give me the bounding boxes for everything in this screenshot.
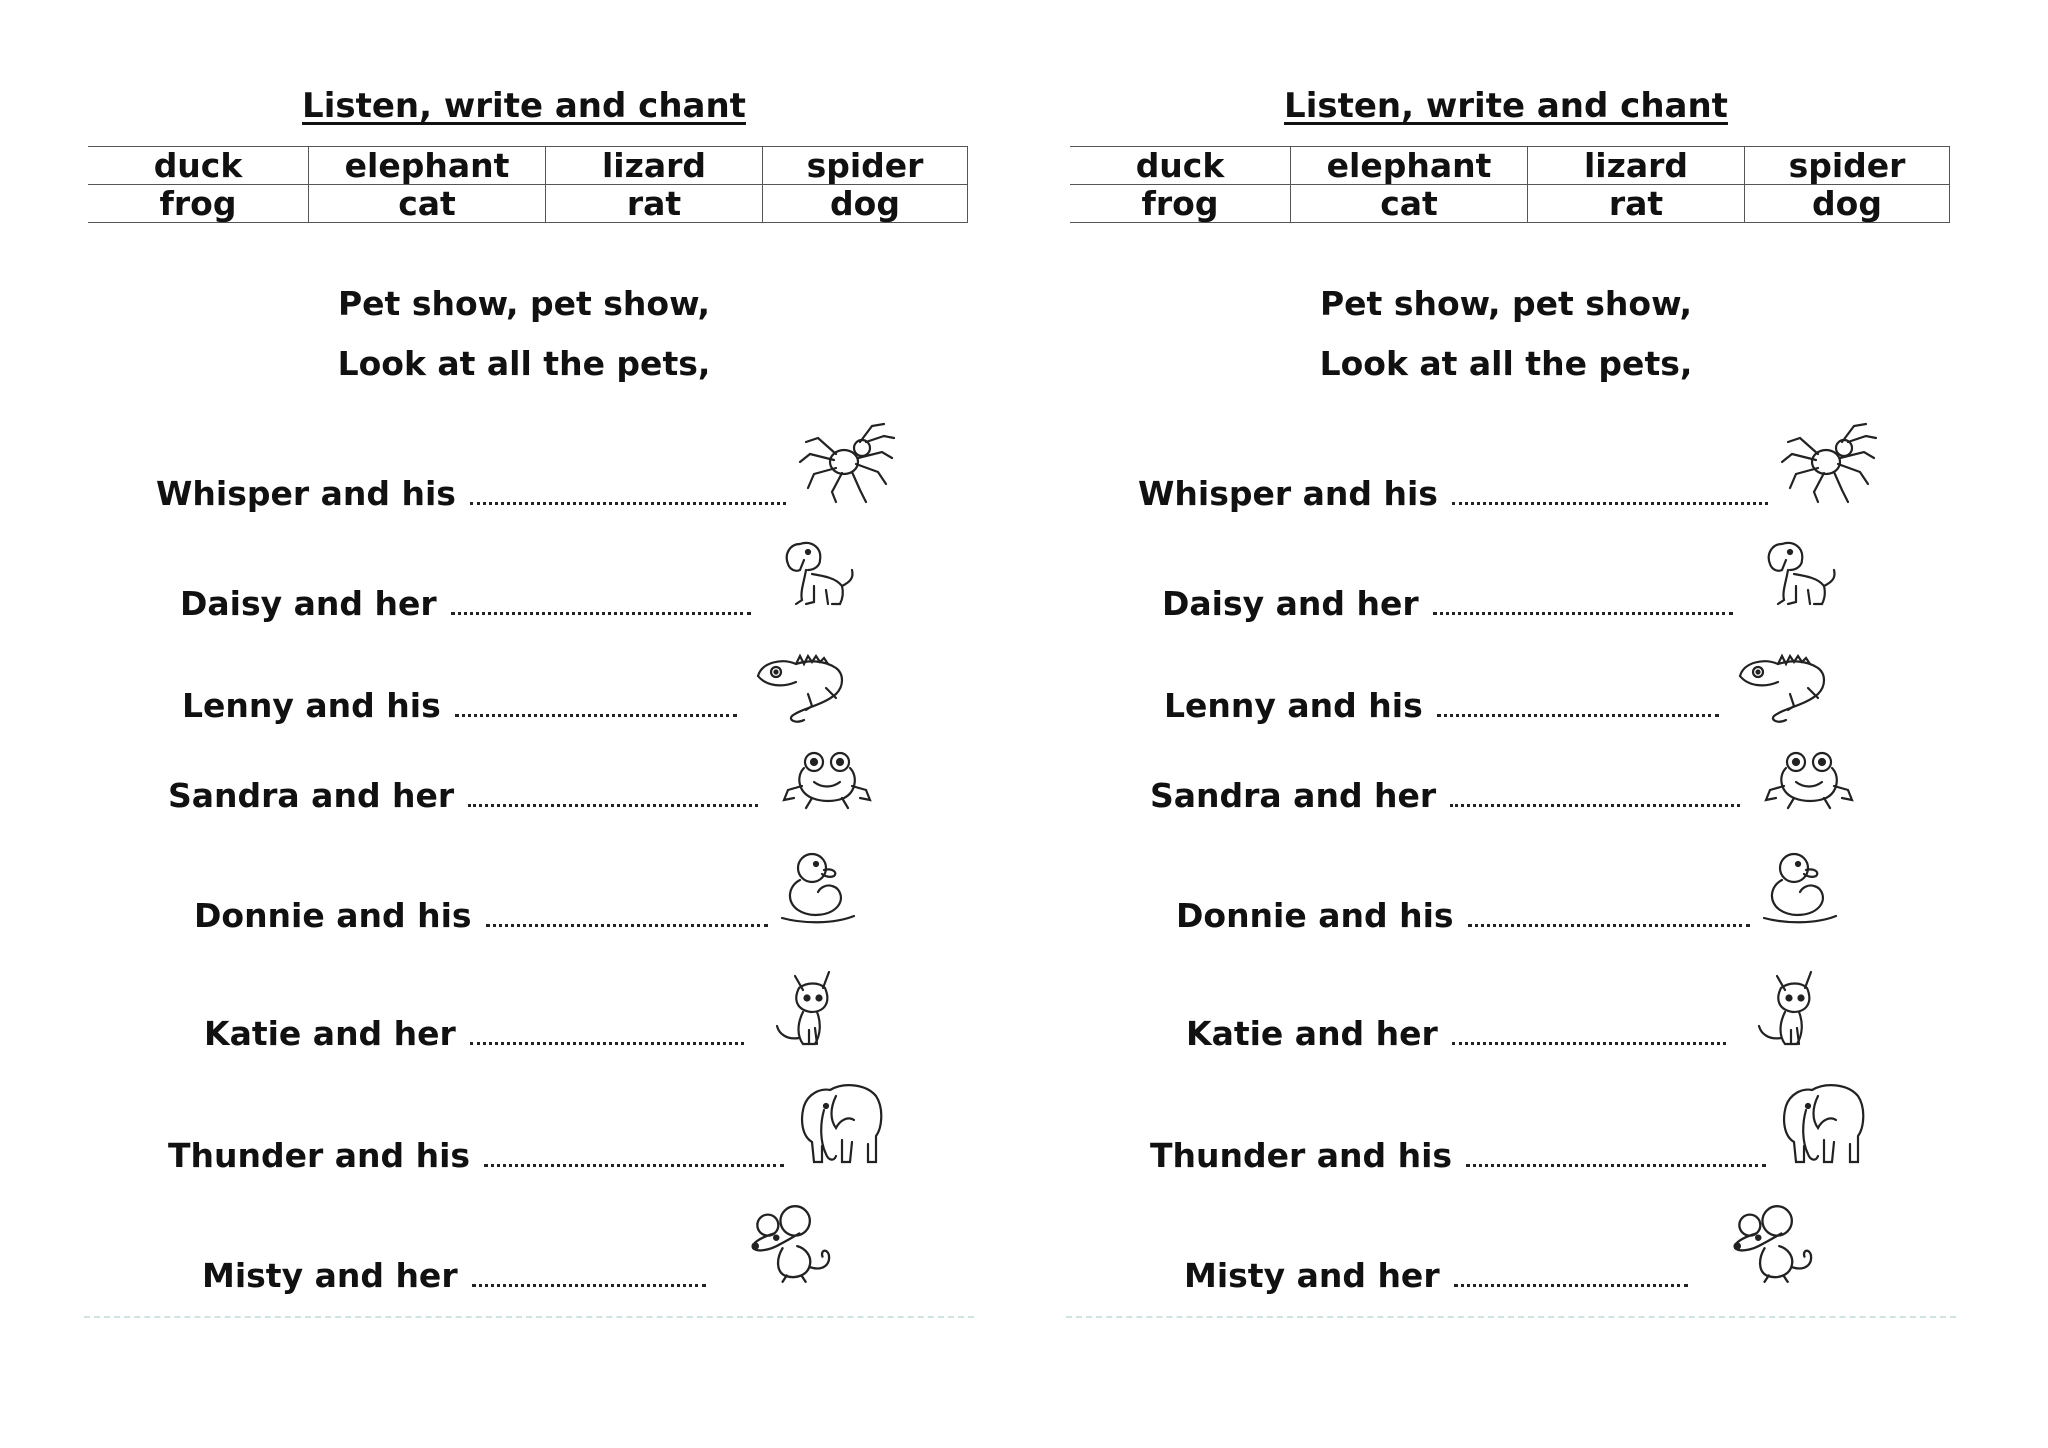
word-bank-table <box>1070 146 1950 223</box>
sentence-text: Lenny and his <box>1164 686 1423 725</box>
sentence-text: Lenny and his <box>182 686 441 725</box>
sentence-text: Katie and her <box>204 1014 456 1053</box>
sentence-text: Daisy and her <box>1162 584 1419 623</box>
answer-blank[interactable] <box>451 606 751 615</box>
word-cell: rat <box>1528 185 1745 223</box>
sentence-line <box>1162 584 1733 623</box>
sentence-line <box>1164 686 1719 725</box>
duck-icon <box>774 846 864 930</box>
word-bank-row <box>88 147 968 185</box>
cat-icon <box>1746 968 1826 1052</box>
word-cell: cat <box>309 185 546 223</box>
worksheet-left <box>84 0 984 1340</box>
answer-blank[interactable] <box>1452 1036 1726 1045</box>
rat-icon <box>1726 1202 1822 1286</box>
word-bank-row <box>1070 185 1950 223</box>
dog-icon <box>1752 530 1852 610</box>
worksheet-right <box>1066 0 1966 1340</box>
sentence-line <box>1186 1014 1726 1053</box>
answer-blank[interactable] <box>1454 1278 1688 1287</box>
cut-line <box>1066 1316 1956 1318</box>
word-cell: duck <box>1070 147 1291 185</box>
answer-blank[interactable] <box>1437 708 1719 717</box>
chant-line: Pet show, pet show, <box>337 284 711 323</box>
word-cell: duck <box>88 147 309 185</box>
spider-icon <box>796 418 896 508</box>
sentence-line <box>1150 776 1740 815</box>
word-cell: frog <box>1070 185 1291 223</box>
worksheet-title: Listen, write and chant <box>302 86 746 126</box>
word-cell: dog <box>763 185 968 223</box>
sentence-line <box>156 474 786 513</box>
sentence-text: Donnie and his <box>194 896 472 935</box>
answer-blank[interactable] <box>1450 798 1740 807</box>
rat-icon <box>744 1202 840 1286</box>
chant-line: Look at all the pets, <box>337 344 711 383</box>
sentence-text: Whisper and his <box>1138 474 1438 513</box>
sentence-line <box>204 1014 744 1053</box>
spider-icon <box>1778 418 1878 508</box>
frog-icon <box>782 746 878 816</box>
dog-icon <box>770 530 870 610</box>
frog-icon <box>1764 746 1860 816</box>
word-cell: spider <box>763 147 968 185</box>
answer-blank[interactable] <box>1452 496 1768 505</box>
word-cell: rat <box>546 185 763 223</box>
sentence-line <box>182 686 737 725</box>
answer-blank[interactable] <box>1466 1158 1766 1167</box>
sentence-line <box>168 1136 784 1175</box>
elephant-icon <box>790 1080 886 1170</box>
sentence-line <box>202 1256 706 1295</box>
lizard-icon <box>1734 646 1834 726</box>
sentence-text: Thunder and his <box>1150 1136 1453 1175</box>
sentence-line <box>1176 896 1750 935</box>
answer-blank[interactable] <box>468 798 758 807</box>
sentence-text: Sandra and her <box>168 776 455 815</box>
sentence-line <box>180 584 751 623</box>
word-cell: spider <box>1745 147 1950 185</box>
sentence-text: Sandra and her <box>1150 776 1437 815</box>
word-cell: elephant <box>309 147 546 185</box>
sentence-line <box>1184 1256 1688 1295</box>
cut-line <box>84 1316 974 1318</box>
answer-blank[interactable] <box>472 1278 706 1287</box>
word-bank-table <box>88 146 968 223</box>
word-cell: frog <box>88 185 309 223</box>
word-cell: elephant <box>1291 147 1528 185</box>
cat-icon <box>764 968 844 1052</box>
sentence-text: Donnie and his <box>1176 896 1454 935</box>
word-cell: lizard <box>1528 147 1745 185</box>
sentence-line <box>168 776 758 815</box>
duck-icon <box>1756 846 1846 930</box>
word-cell: lizard <box>546 147 763 185</box>
sentence-text: Katie and her <box>1186 1014 1438 1053</box>
word-bank-row <box>88 185 968 223</box>
lizard-icon <box>752 646 852 726</box>
sentence-text: Whisper and his <box>156 474 456 513</box>
word-cell: dog <box>1745 185 1950 223</box>
sentence-text: Thunder and his <box>168 1136 471 1175</box>
answer-blank[interactable] <box>1433 606 1733 615</box>
sentence-line <box>1150 1136 1766 1175</box>
answer-blank[interactable] <box>484 1158 784 1167</box>
word-cell: cat <box>1291 185 1528 223</box>
elephant-icon <box>1772 1080 1868 1170</box>
word-bank-row <box>1070 147 1950 185</box>
answer-blank[interactable] <box>470 1036 744 1045</box>
answer-blank[interactable] <box>486 918 768 927</box>
sentence-line <box>1138 474 1768 513</box>
answer-blank[interactable] <box>470 496 786 505</box>
sentence-text: Daisy and her <box>180 584 437 623</box>
worksheet-title: Listen, write and chant <box>1284 86 1728 126</box>
chant-line: Pet show, pet show, <box>1319 284 1693 323</box>
sentence-text: Misty and her <box>202 1256 458 1295</box>
answer-blank[interactable] <box>1468 918 1750 927</box>
chant-line: Look at all the pets, <box>1319 344 1693 383</box>
answer-blank[interactable] <box>455 708 737 717</box>
sentence-line <box>194 896 768 935</box>
sentence-text: Misty and her <box>1184 1256 1440 1295</box>
